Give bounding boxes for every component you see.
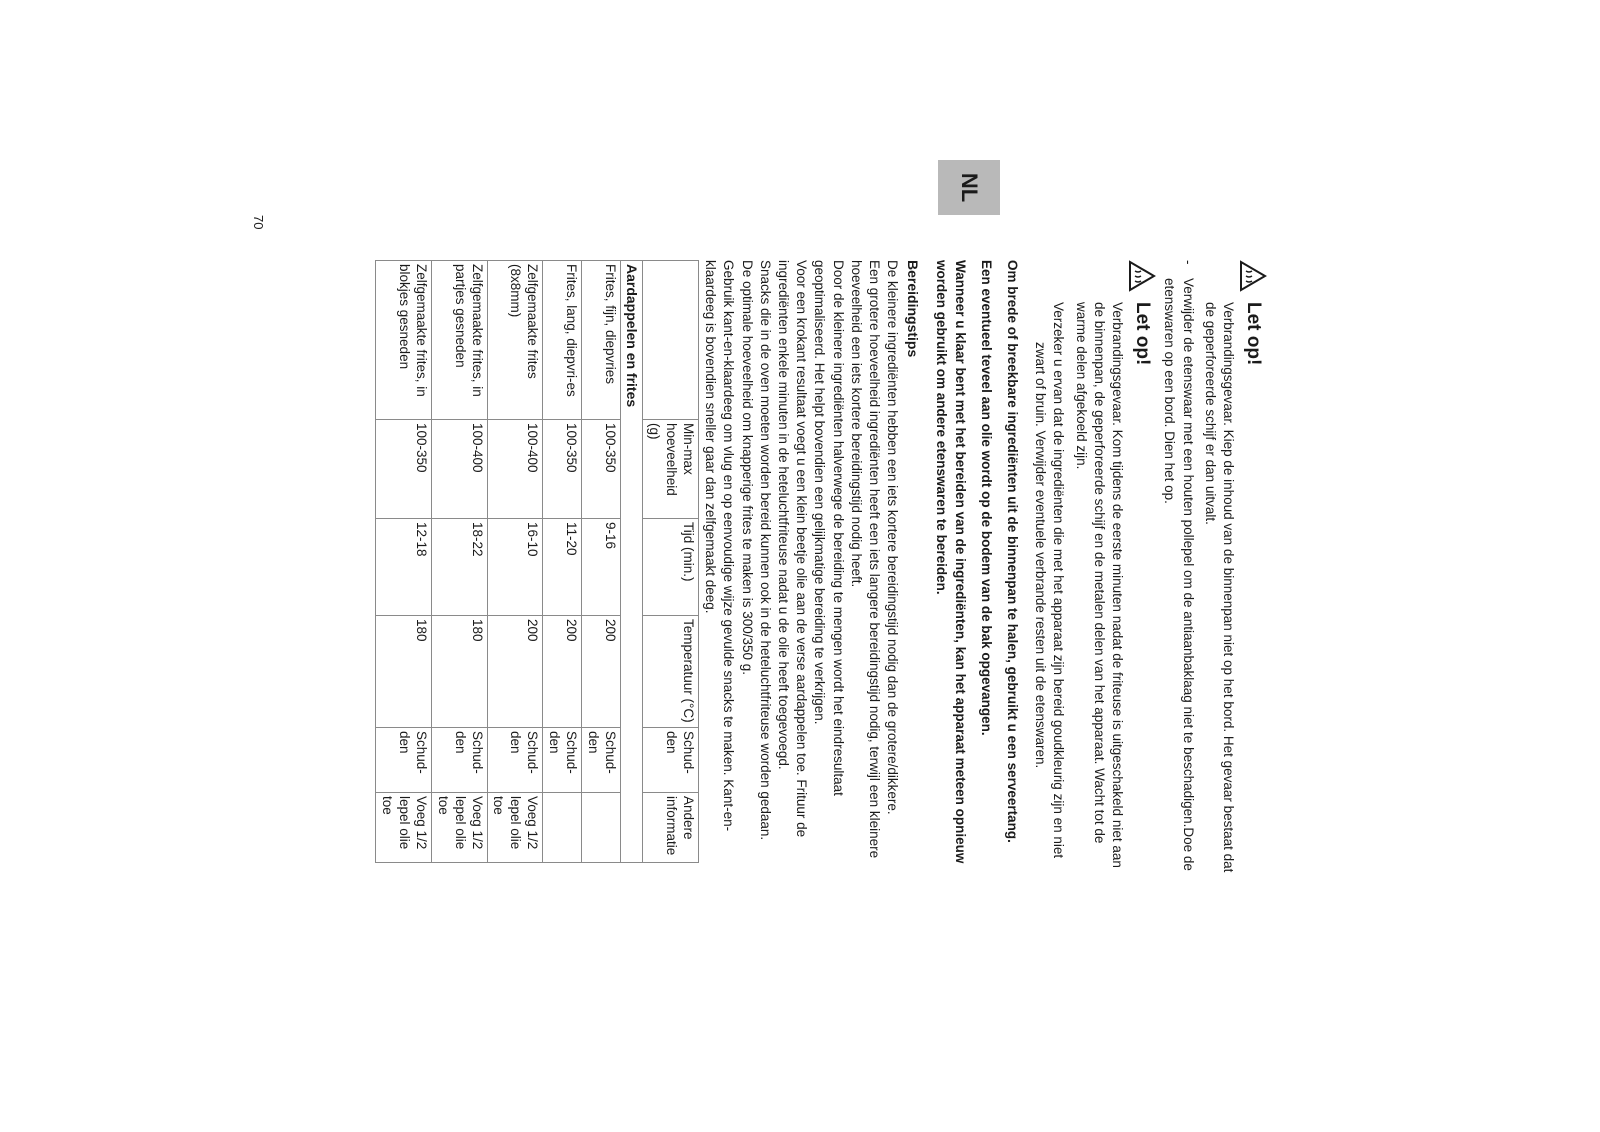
table-row xyxy=(581,261,620,863)
table-cell xyxy=(581,793,620,863)
header-cell: Tijd (min.) xyxy=(643,519,699,616)
tips-body xyxy=(701,260,901,875)
dash-bullet: - xyxy=(1180,260,1196,265)
table-cell: 180 xyxy=(376,616,432,728)
table-cell: Schud-den xyxy=(543,728,582,793)
dash-item-text: Verwijder de etenswaar met een houten pollepel om de antiaanbaklaag niet te beschadigen.Doe de etenswaren op een bord. Dien het op. xyxy=(1162,278,1196,871)
header-cell: Temperatuur (°C) xyxy=(643,616,699,728)
header-cell: Andere informatie xyxy=(643,793,699,863)
tips-heading: Bereidingstips xyxy=(905,260,922,358)
tip-line: De optimale hoeveelheid om knapperige frites te maken is 300/350 g. xyxy=(739,260,755,675)
table-row xyxy=(376,261,432,863)
language-tab: NL xyxy=(938,160,1000,215)
warning-1-header xyxy=(1239,260,1267,875)
table-cell: 200 xyxy=(487,616,543,728)
table-cell xyxy=(543,793,582,863)
table-cell: 9-16 xyxy=(581,519,620,616)
table-cell: Voeg 1/2 lepel olie toe xyxy=(376,793,432,863)
dash-list-item xyxy=(1160,260,1196,875)
warning-1-title: Let op! xyxy=(1242,302,1264,366)
table-row xyxy=(487,261,543,863)
table-cell: 200 xyxy=(543,616,582,728)
table-cell: Schud-den xyxy=(376,728,432,793)
tip-line: Snacks die in de oven moeten worden bereid kunnen ook in de heteluchtfriteuse worden gedaan. xyxy=(757,260,773,841)
table-cell: 100-400 xyxy=(431,420,487,519)
warning-1-text: Verbrandingsgevaar. Kiep de inhoud van de binnenpan niet op het bord. Het gevaar bestaat dat de geperforeerde schijf er dan uitvalt. xyxy=(1202,302,1236,873)
section-title: Aardappelen en frites xyxy=(620,261,643,863)
table-header-row xyxy=(643,261,699,863)
header-cell xyxy=(643,261,699,420)
table-cell: Zelfgemaakte frites, in partjes gesneden xyxy=(431,261,487,420)
table-cell: Voeg 1/2 lepel olie toe xyxy=(487,793,543,863)
table-cell: Schud-den xyxy=(581,728,620,793)
tip-line: Door de kleinere ingrediënten halverwege de bereiding te mengen wordt het eindresultaat geoptimaliseerd. Het helpt bovendien een gelijkmatige bereiding te verkrijgen. xyxy=(812,260,846,796)
table-cell: Frites, lang, diepvri-es xyxy=(543,261,582,420)
manual-page xyxy=(251,160,1330,875)
table-cell: Schud-den xyxy=(431,728,487,793)
table-cell: Zelfgemaakte frites, in blokjes gesneden xyxy=(376,261,432,420)
table-cell: 18-22 xyxy=(431,519,487,616)
indent-paragraph: Verzeker u ervan dat de ingrediënten die met het apparaat zijn bereid goudkleurig zijn en niet zwart of bruin. Verwijder eventuele verbrande resten uit de etenswaren. xyxy=(1033,302,1067,859)
table-cell: 12-18 xyxy=(376,519,432,616)
warning-2-text: Verbrandingsgevaar. Kom tijdens de eerste minuten nadat de friteuse is uitgeschakeld niet aan de binnenpan, de geperforeerde schijf en de metalen delen van het apparaat. Wacht tot de warme delen afgekoeld zijn. xyxy=(1073,302,1126,868)
table-cell: Frites, fijn, diepvries xyxy=(581,261,620,420)
table-cell: 100-350 xyxy=(376,420,432,519)
table-cell: 180 xyxy=(431,616,487,728)
table-cell: Schud-den xyxy=(487,728,543,793)
table-cell: Zelfgemaakte frites (8x8mm) xyxy=(487,261,543,420)
hot-surface-warning-icon xyxy=(1239,260,1267,292)
table-row xyxy=(543,261,582,863)
bold-paragraph-2: Een eventueel teveel aan olie wordt op de bodem van de bak opgevangen. xyxy=(978,260,994,736)
page-content xyxy=(375,260,1267,875)
bold-paragraph-1: Om brede of breekbare ingrediënten uit de binnenpan te halen, gebruikt u een serveertang. xyxy=(1005,260,1021,843)
table-cell: 100-400 xyxy=(487,420,543,519)
table-cell: 200 xyxy=(581,616,620,728)
table-cell: 11-20 xyxy=(543,519,582,616)
tip-line: De kleinere ingrediënten hebben een iets kortere bereidingstijd nodig dan de grotere/dikkere. xyxy=(885,260,901,815)
tip-line: Een grotere hoeveelheid ingrediënten heeft een iets langere bereidingstijd nodig, terwijl een kleinere hoeveelheid een iets kortere bereidingstijd nodig heeft. xyxy=(848,260,883,859)
table-cell: 100-350 xyxy=(543,420,582,519)
header-cell: Min-max hoeveelheid (g) xyxy=(643,420,699,519)
bold-paragraph-3: Wanneer u klaar bent met het bereiden van de ingrediënten, kan het apparaat meteen opnieuw worden gebruikt om andere etenswaren te bereiden. xyxy=(934,260,968,864)
table-cell: Voeg 1/2 lepel olie toe xyxy=(431,793,487,863)
table-section-row xyxy=(620,261,643,863)
tip-line: Gebruik kant-en-klaardeeg om vlug en op eenvoudige wijze gevulde snacks te maken. Kant-en-klaardeeg is bovendien sneller gaar dan zelfgemaakt deeg. xyxy=(703,260,737,832)
cooking-table xyxy=(375,260,699,863)
table-cell: 100-350 xyxy=(581,420,620,519)
warning-2-title: Let op! xyxy=(1131,302,1153,366)
tip-line: Voor een krokant resultaat voegt u een klein beetje olie aan de verse aardappelen toe. Frituur de ingrediënten enkele minuten in de heteluchtfriteuse nadat u de olie heeft toegevoegd. xyxy=(775,260,810,838)
hot-surface-warning-icon xyxy=(1128,260,1156,292)
table-row xyxy=(431,261,487,863)
page-number: 70 xyxy=(251,215,266,230)
table-cell: 16-10 xyxy=(487,519,543,616)
warning-2-header xyxy=(1128,260,1156,875)
header-cell: Schud-den xyxy=(643,728,699,793)
